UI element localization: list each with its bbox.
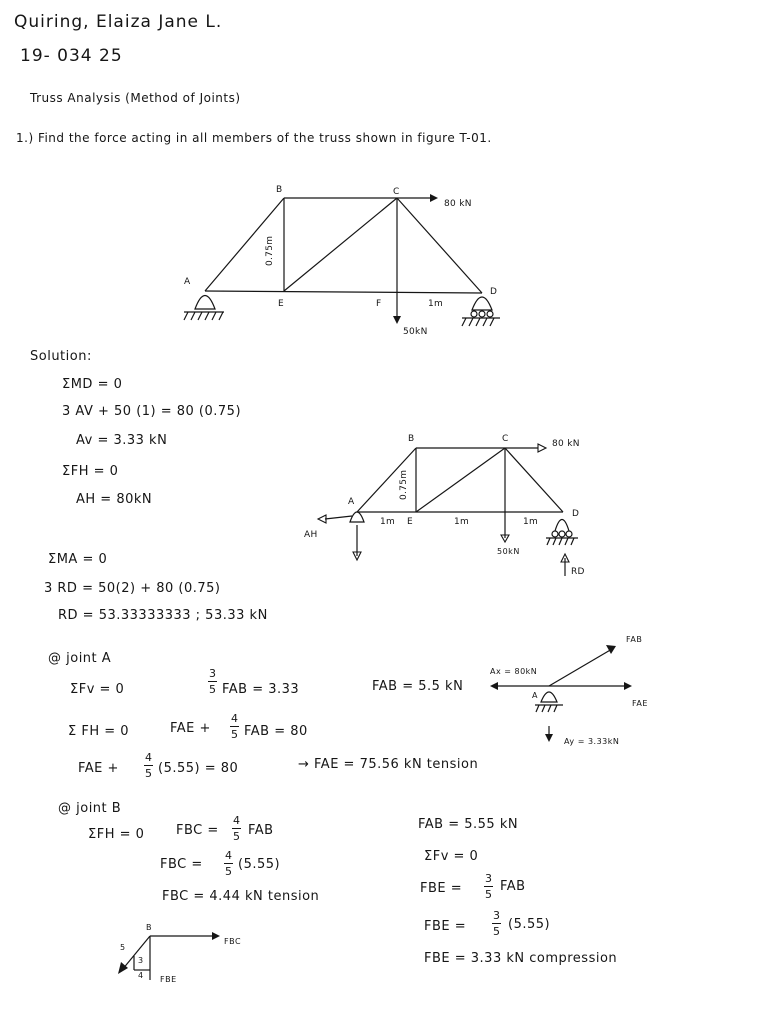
joint-b-fbd-rise: 3 (138, 956, 144, 965)
solution-line-4: ΣFH = 0 (62, 464, 119, 479)
fig1-joint-c: C (393, 187, 400, 197)
fig2-rd-label: RD (571, 567, 585, 577)
joint-a-fae-term-1: FAE + (78, 761, 119, 776)
fig2-ah-label: AH (304, 530, 318, 540)
fig2-joint-c: C (502, 434, 509, 444)
fraction-4-5: 4 5 (233, 814, 240, 843)
fig1-joint-a: A (184, 277, 191, 287)
problem-statement: 1.) Find the force acting in all members of the truss shown in figure T-01. (16, 131, 492, 145)
solution-line-5: AH = 80kN (76, 492, 153, 507)
joint-a-fab-result: FAB = 5.5 kN (372, 679, 464, 694)
fig1-height: 0.75m (265, 235, 275, 266)
joint-a-sum-fv: ΣFv = 0 (70, 682, 125, 697)
joint-b-fbc-eq-1b: FAB (248, 823, 274, 838)
fig1-load-c: 80 kN (444, 199, 472, 209)
joint-a-fbd-fab: FAB (626, 635, 643, 644)
solution-line-8: RD = 53.33333333 ; 53.33 kN (58, 608, 268, 623)
joint-b-fbc-result: FBC = 4.44 kN tension (162, 889, 320, 904)
joint-b-fab: FAB = 5.55 kN (418, 817, 519, 832)
fig1-joint-b: B (276, 185, 283, 195)
joint-a-fbd-fae: FAE (632, 699, 648, 708)
fig1-joint-e: E (278, 299, 284, 309)
joint-a-fv-equation: FAB = 3.33 (222, 682, 300, 697)
joint-b-fbc-eq-1a: FBC = (176, 823, 219, 838)
fig2-load-f: 50kN (497, 547, 520, 556)
joint-b-fbc-eq-2a: FBC = (160, 857, 203, 872)
joint-a-fbd-ay: Ay = 3.33kN (564, 737, 620, 746)
fig2-joint-a: A (348, 497, 355, 507)
fig2-joint-d: D (572, 509, 580, 519)
solution-line-7: 3 RD = 50(2) + 80 (0.75) (44, 581, 221, 596)
joint-b-fbd-run: 4 (138, 971, 144, 980)
joint-b-fbc-eq-2b: (5.55) (238, 857, 281, 872)
fig2-load-c: 80 kN (552, 439, 580, 449)
joint-b-sum-fh: ΣFH = 0 (88, 827, 145, 842)
fig2-joint-e: E (407, 517, 413, 527)
joint-a-sum-fh: Σ FH = 0 (68, 724, 130, 739)
fraction-4-5: 4 5 (225, 849, 232, 878)
page-title: Truss Analysis (Method of Joints) (30, 91, 241, 105)
joint-a-fh-term-1: FAE + (170, 721, 211, 736)
joint-a-fh-term-2: FAB = 80 (244, 724, 308, 739)
joint-b-fbd-fbc: FBC (224, 937, 242, 946)
joint-b-fbe-eq-1a: FBE = (420, 881, 463, 896)
student-name: Quiring, Elaiza Jane L. (14, 12, 223, 32)
fraction-4-5: 4 5 (231, 712, 238, 741)
fraction-4-5: 4 5 (145, 751, 152, 780)
joint-b-fbe-eq-1b: FAB (500, 879, 526, 894)
fraction-3-5: 3 5 (485, 872, 492, 901)
joint-b-sum-fv: ΣFv = 0 (424, 849, 479, 864)
solution-line-2: 3 AV + 50 (1) = 80 (0.75) (62, 404, 242, 419)
solution-line-6: ΣMA = 0 (48, 552, 108, 567)
joint-b-fbe-eq-2b: (5.55) (508, 917, 551, 932)
joint-b-fbd-b: B (146, 923, 152, 932)
solution-label: Solution: (30, 349, 92, 364)
fig1-span: 1m (428, 299, 444, 309)
solution-line-3: Av = 3.33 kN (76, 433, 168, 448)
joint-a-heading: @ joint A (48, 651, 112, 666)
fig2-span-2: 1m (454, 517, 470, 527)
joint-a-fbd-a: A (532, 691, 538, 700)
fraction-3-5: 3 5 (493, 909, 500, 938)
fig2-height: 0.75m (399, 469, 409, 500)
fig2-span-3: 1m (523, 517, 539, 527)
fig1-joint-f: F (376, 299, 382, 309)
fig2-joint-b: B (408, 434, 415, 444)
joint-a-fbd-ax: Ax = 80kN (490, 667, 538, 676)
fig2-span-1: 1m (380, 517, 396, 527)
fig1-joint-d: D (490, 287, 498, 297)
joint-b-fbe-eq-2a: FBE = (424, 919, 467, 934)
joint-b-heading: @ joint B (58, 801, 122, 816)
joint-b-fbd-hyp: 5 (120, 943, 126, 952)
joint-a-fae-result: → FAE = 75.56 kN tension (298, 757, 479, 772)
joint-b-fbd-fbe: FBE (160, 975, 177, 984)
student-id: 19- 034 25 (20, 46, 123, 66)
joint-b-fbe-result: FBE = 3.33 kN compression (424, 951, 618, 966)
fraction-3-5: 3 5 (209, 667, 216, 696)
fig1-load-f: 50kN (403, 327, 428, 337)
joint-a-fae-term-2: (5.55) = 80 (158, 761, 239, 776)
solution-line-1: ΣMD = 0 (62, 377, 123, 392)
